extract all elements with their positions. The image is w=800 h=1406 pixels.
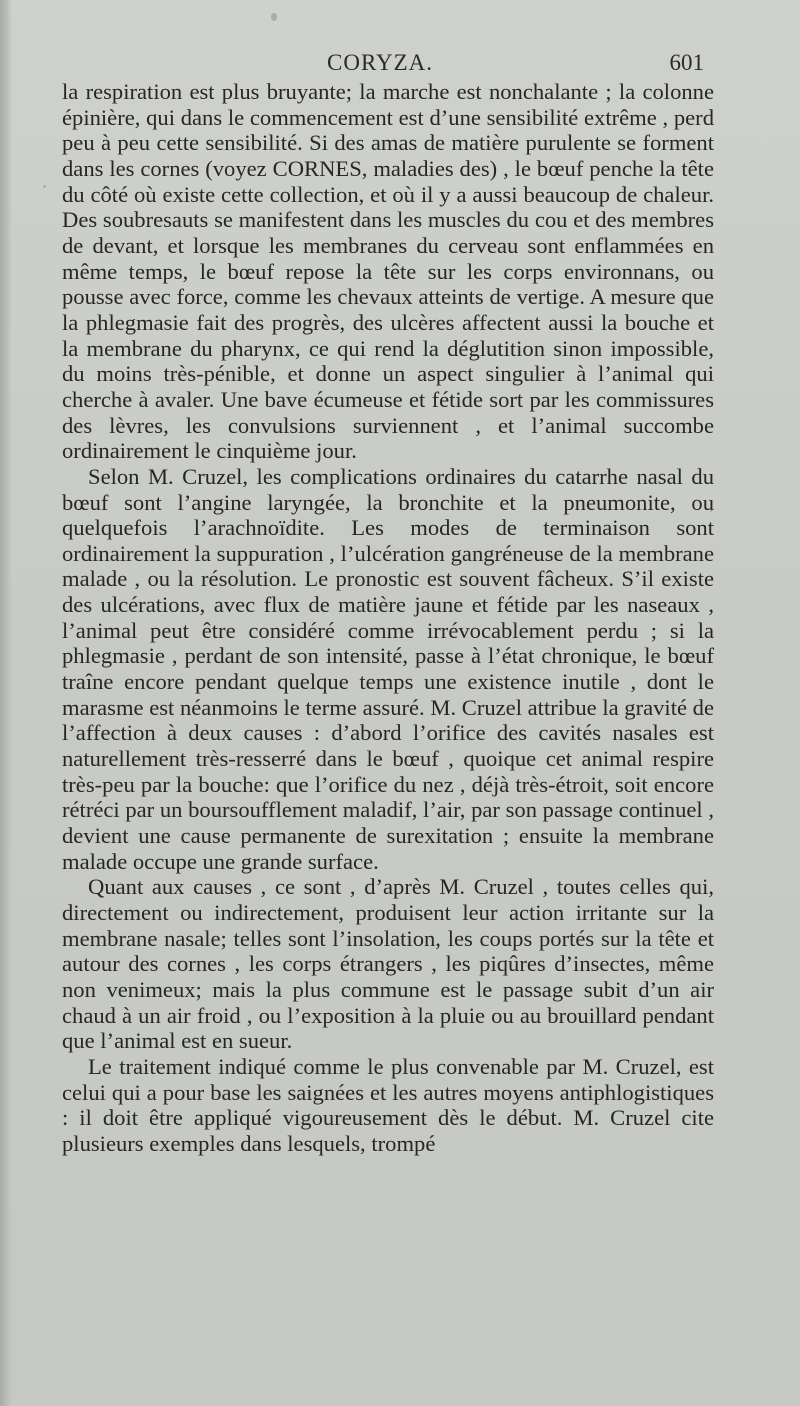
paragraph-treatment: Le traitement indiqué comme le plus convenable par M. Cruzel, est celui qui a pour base les saignées et les autres moyens antiphlogistiques : il doit être appliqué vigoureusement dès le début. M. Cruzel cite plusieurs exemples dans lesquels, trompé	[62, 1053, 714, 1156]
running-title: CORYZA.	[327, 50, 434, 75]
paragraph-causes: Quant aux causes , ce sont , d’après M. Cruzel , toutes celles qui, directement ou indirectement, produisent leur action irritante sur la membrane nasale; telles sont l’insolation, les coups portés sur la tête et autour des cornes , les corps étrangers , les piqûres d’insectes, même non venimeux; mais la plus commune est le passage subit d’un air chaud à un air froid , ou l’exposition à la pluie ou au brouillard pendant que l’animal est en sueur.	[62, 874, 714, 1054]
paragraph-symptoms: la respiration est plus bruyante; la marche est nonchalante ; la colonne épinière, qui dans le commencement est d’une sensibilité extrême , perd peu à peu cette sensibilité. Si des amas de matière purulente se forment dans les cornes (voyez CORNES, maladies des) , le bœuf penche la tête du côté où existe cette collection, et où il y a aussi beaucoup de chaleur. Des soubresauts se manifestent dans les muscles du cou et des membres de devant, et lorsque les membranes du cerveau sont enflammées en même temps, le bœuf repose la tête sur les corps environnans, ou pousse avec force, comme les chevaux atteints de vertige. A mesure que la phlegmasie fait des progrès, des ulcères affectent aussi la bouche et la membrane du pharynx, ce qui rend la déglutition sinon impossible, du moins très-pénible, et donne un aspect singulier à l’animal qui cherche à avaler. Une bave écumeuse et fétide sort par les commissures des lèvres, les convulsions surviennent , et l’animal succombe ordinairement le cinquième jour.	[62, 79, 714, 464]
paper-speck	[271, 13, 277, 21]
paragraph-complications: Selon M. Cruzel, les complications ordinaires du catarrhe nasal du bœuf sont l’angine laryngée, la bronchite et la pneumonite, ou quelquefois l’arachnoïdite. Les modes de terminaison sont ordinairement la suppuration , l’ulcération gangréneuse de la membrane malade , ou la résolution. Le pronostic est souvent fâcheux. S’il existe des ulcérations, avec flux de matière jaune et fétide par les naseaux , l’animal peut être considéré comme irrévocablement perdu ; si la phlegmasie , perdant de son intensité, passe à l’état chronique, le bœuf traîne encore pendant quelque temps une existence inutile , dont le marasme est néanmoins le terme assuré. M. Cruzel attribue la gravité de l’affection à deux causes : d’abord l’orifice des cavités nasales est naturellement très-resserré dans le bœuf , quoique cet animal respire très-peu par la bouche: que l’orifice du nez , déjà très-étroit, soit encore rétréci par un boursoufflement maladif, l’air, par son passage continuel , devient une cause permanente de surexitation ; ensuite la membrane malade occupe une grande surface.	[62, 463, 714, 874]
body-text	[62, 79, 714, 1157]
paper-speck	[43, 185, 46, 188]
page-number: 601	[669, 50, 704, 75]
page-spine-shadow	[0, 0, 12, 1406]
